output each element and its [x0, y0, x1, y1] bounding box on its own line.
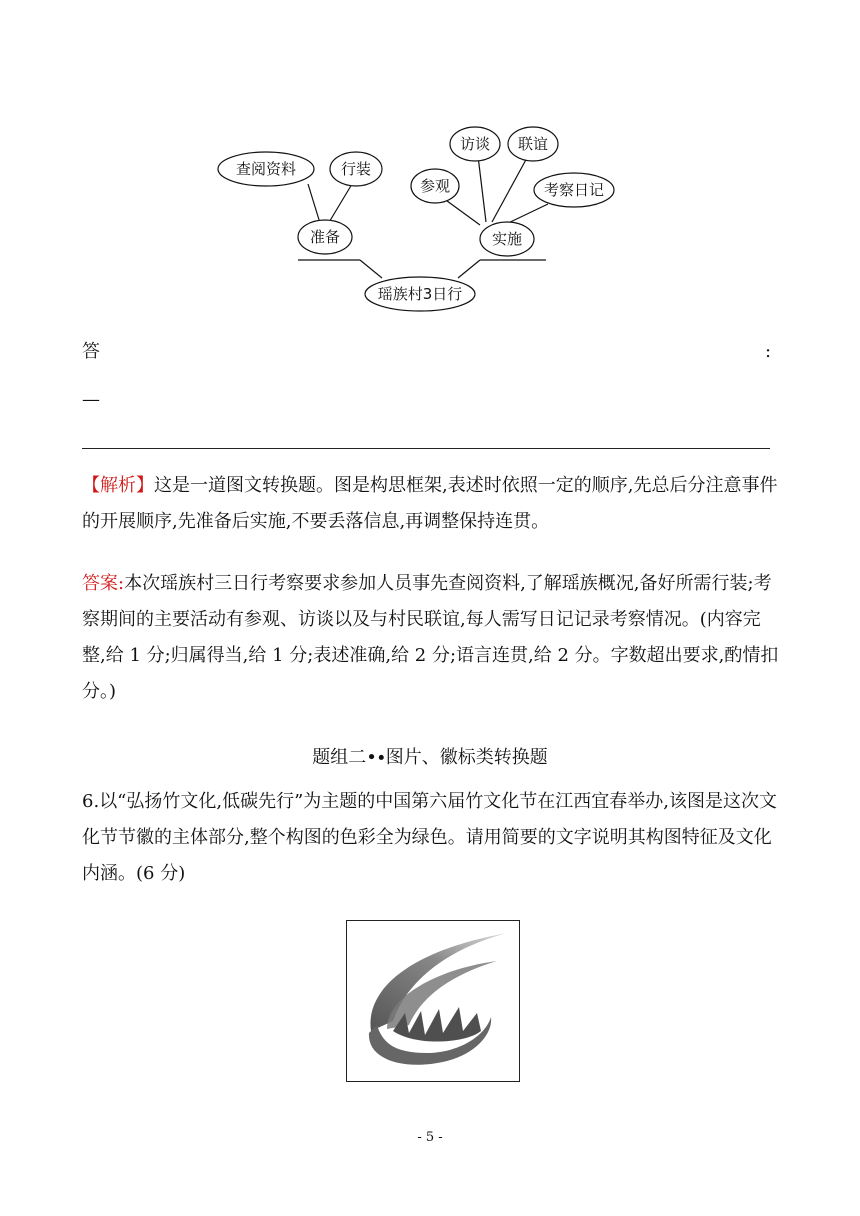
question-paragraph	[82, 784, 782, 892]
answer-underline	[82, 448, 770, 449]
analysis-text: 这是一道图文转换题。图是构思框架,表述时依照一定的顺序,先总后分注意事件的开展顺序,先准备后实施,不要丢落信息,再调整保持连贯。	[82, 475, 778, 532]
node-label-packing: 行装	[340, 160, 372, 178]
answer-text: 本次瑶族村三日行考察要求参加人员事先查阅资料,了解瑶族概况,备好所需行装;考察期间的主要活动有参观、访谈以及与村民联谊,每人需写日记记录考察情况。(内容完整,给 1 分;归属得当,给 1 分;表述准确,给 2 分;语言连贯,给 2 分。字数超出要求,酌情扣分。)	[82, 573, 779, 702]
answer-paragraph	[82, 566, 782, 710]
mind-map-diagram	[235, 118, 630, 318]
analysis-paragraph	[82, 468, 782, 540]
festival-logo-image	[346, 920, 520, 1082]
answer-label: 答	[82, 341, 100, 362]
answer-colon: :	[765, 341, 772, 362]
answer-tag: 答案:	[82, 573, 125, 594]
node-label-prepare: 准备	[309, 228, 341, 246]
bamboo-six-logo-icon	[347, 921, 519, 1081]
answer-dash: —	[82, 389, 100, 410]
node-label-gathering: 联谊	[517, 135, 549, 153]
node-label-root: 瑶族村3日行	[377, 285, 463, 303]
node-label-research: 查阅资料	[235, 160, 297, 178]
section-title: 题组二•∙图片、徽标类转换题	[312, 747, 548, 768]
question-text: 以“弘扬竹文化,低碳先行”为主题的中国第六届竹文化节在江西宜春举办,该图是这次文化节节徽的主体部分,整个构图的色彩全为绿色。请用简要的文字说明其构图特征及文化内涵。(6 分)	[82, 791, 778, 884]
question-number: 6.	[82, 791, 100, 812]
node-label-interview: 访谈	[459, 135, 491, 153]
analysis-tag: 【解析】	[82, 475, 154, 496]
page-number: - 5 -	[417, 1130, 443, 1145]
node-label-visit: 参观	[419, 177, 451, 195]
node-label-implement: 实施	[491, 230, 523, 248]
node-label-diary: 考察日记	[543, 181, 605, 199]
